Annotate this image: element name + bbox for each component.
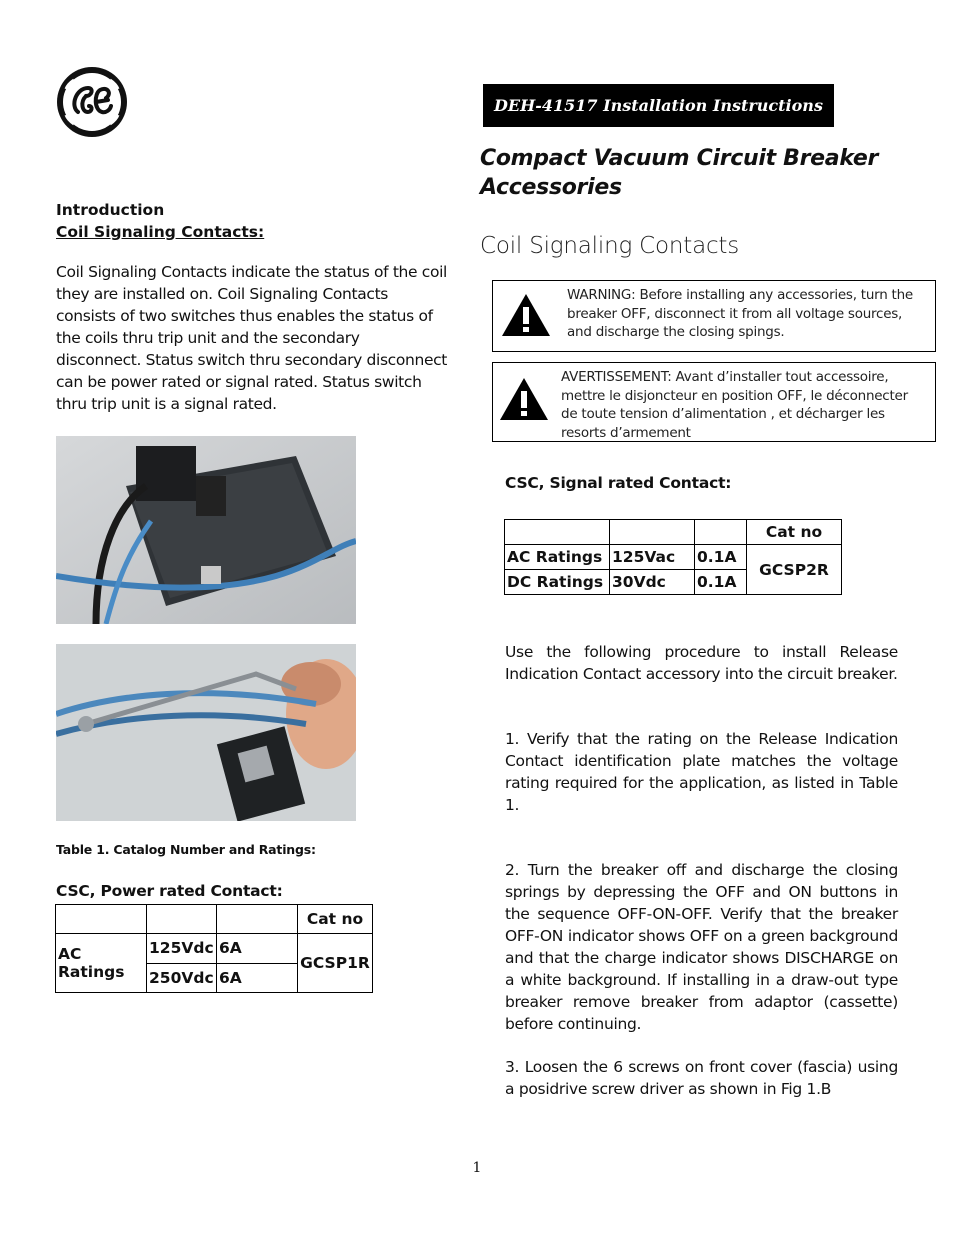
- current-cell: 6A: [217, 963, 298, 993]
- power-table-title: CSC, Power rated Contact:: [56, 882, 283, 900]
- table-row: [56, 934, 373, 964]
- coil-contact-photo: [56, 436, 356, 624]
- document-number-banner: DEH-41517 Installation Instructions: [483, 84, 834, 127]
- document-title: Compact Vacuum Circuit Breaker Accessories: [480, 146, 879, 200]
- voltage-cell: 125Vac: [610, 545, 695, 570]
- procedure-step-2: 2. Turn the breaker off and discharge the closing springs by depressing the OFF and ON buttons in the sequence OFF-ON-OFF. Verify that the breaker OFF-ON indicator shows OFF on a green background and that the charge indicator shows DISCHARGE on a white background. If installing in a draw-out type breaker remove breaker from adaptor (cassette) before continuing.: [505, 861, 898, 1033]
- current-cell: 6A: [217, 934, 298, 964]
- warning-box-french: [492, 362, 936, 442]
- warning-triangle-icon: [501, 293, 551, 337]
- current-cell: 0.1A: [695, 545, 747, 570]
- table-row: [505, 520, 842, 545]
- signal-table-title: CSC, Signal rated Contact:: [505, 474, 732, 492]
- rating-label: AC Ratings: [505, 545, 610, 570]
- voltage-cell: 250Vdc: [147, 963, 217, 993]
- power-rated-table: [55, 904, 373, 993]
- rating-label: AC Ratings: [56, 934, 147, 993]
- warning-text-french: AVERTISSEMENT: Avant d’installer tout accessoire, mettre le disjoncteur en position OFF, le déconnecter de toute tension d’alimentation , et décharger les resorts d’armement: [561, 369, 908, 441]
- current-cell: 0.1A: [695, 570, 747, 595]
- page-number: 1: [472, 1160, 482, 1176]
- procedure-step-1: 1. Verify that the rating on the Release Indication Contact identification plate matches the voltage rating required for the application, as listed in Table 1.: [505, 730, 898, 814]
- cat-no-cell: GCSP1R: [298, 934, 373, 993]
- rating-label: DC Ratings: [505, 570, 610, 595]
- section-title: Coil Signaling Contacts: [480, 233, 740, 259]
- cat-no-cell: GCSP2R: [747, 545, 842, 595]
- contact-install-photo: [56, 644, 356, 821]
- procedure-step-3: 3. Loosen the 6 screws on front cover (fascia) using a posidrive screw driver as shown in Fig 1.B: [505, 1058, 898, 1098]
- voltage-cell: 30Vdc: [610, 570, 695, 595]
- procedure-intro: Use the following procedure to install Release Indication Contact accessory into the circuit breaker.: [505, 643, 898, 683]
- voltage-cell: 125Vdc: [147, 934, 217, 964]
- intro-heading: Introduction: [56, 201, 165, 219]
- warning-box-english: [492, 280, 936, 352]
- table-row: [505, 545, 842, 570]
- ge-logo: [56, 66, 128, 138]
- signal-rated-table: [504, 519, 842, 595]
- warning-triangle-icon: [499, 377, 549, 421]
- table-caption: Table 1. Catalog Number and Ratings:: [56, 842, 316, 857]
- intro-paragraph: Coil Signaling Contacts indicate the status of the coil they are installed on. Coil Signaling Contacts consists of two switches thus enables the status of the coils thru trip unit and the secondary disconnect. Status switch thru secondary disconnect can be power rated or signal rated. Status switch thru trip unit is a signal rated.: [56, 263, 448, 413]
- cat-no-header: Cat no: [298, 905, 373, 934]
- table-row: [56, 905, 373, 934]
- cat-no-header: Cat no: [747, 520, 842, 545]
- warning-text-english: WARNING: Before installing any accessories, turn the breaker OFF, disconnect it from all voltage sources, and discharge the closing spings.: [567, 287, 913, 340]
- intro-subheading: Coil Signaling Contacts:: [56, 223, 265, 241]
